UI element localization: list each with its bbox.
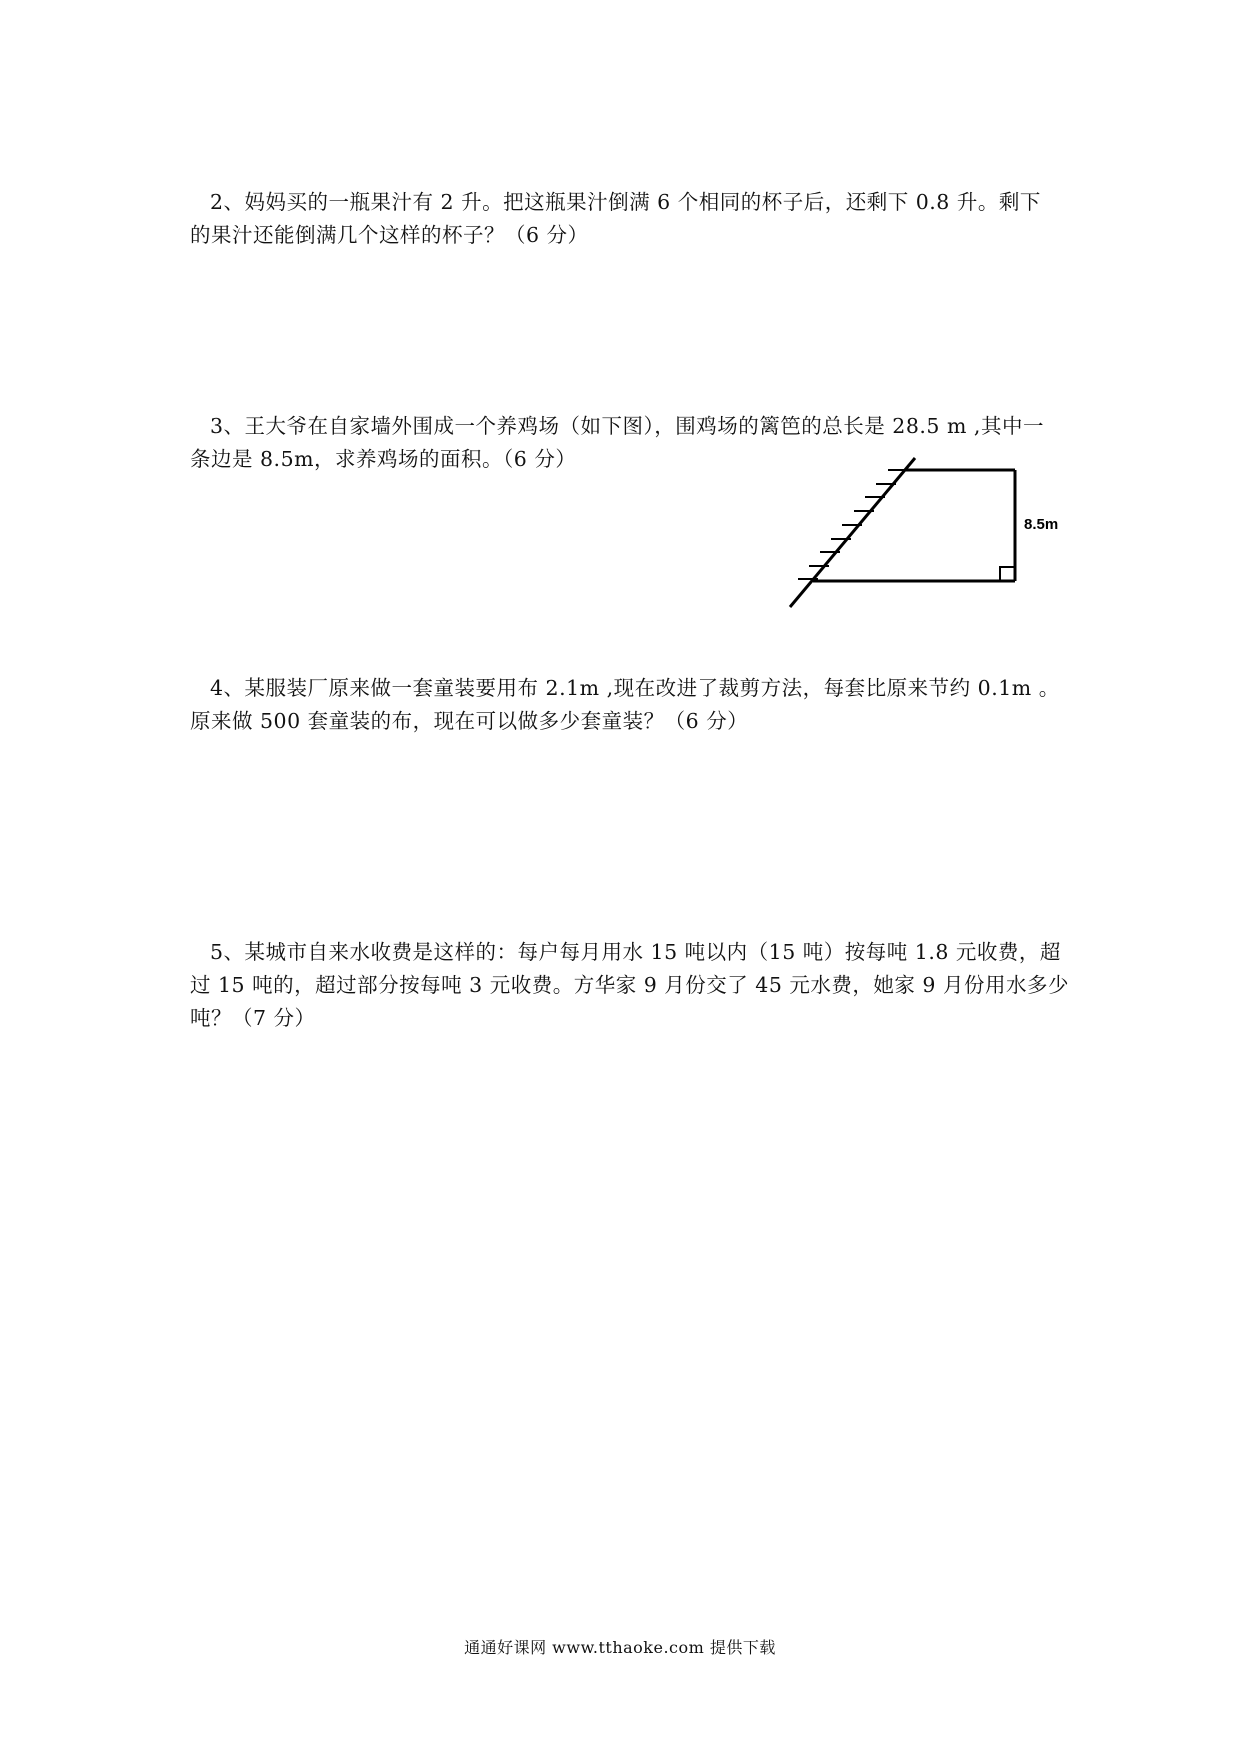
question-5-line-2: 过 15 吨的，超过部分按每吨 3 元收费。方华家 9 月份交了 45 元水费，她家 9 月份用水多少 — [190, 973, 1069, 997]
side-length-label: 8.5m — [1024, 516, 1059, 533]
question-4-line-1: 4、某服装厂原来做一套童装要用布 2.1m ,现在改进了裁剪方法，每套比原来节约 0.1m 。 — [210, 676, 1060, 700]
footer-credit: 通通好课网 www.tthaoke.com 提供下载 — [464, 1638, 776, 1657]
question-4 — [190, 672, 1060, 738]
question-2 — [190, 186, 1060, 252]
question-3-line-1: 3、王大爷在自家墙外围成一个养鸡场（如下图），围鸡场的篱笆的总长是 28.5 m ,其中一 — [210, 414, 1044, 438]
question-2-line-2: 的果汁还能倒满几个这样的杯子？（6 分） — [190, 223, 589, 247]
question-4-line-2: 原来做 500 套童装的布，现在可以做多少套童装？（6 分） — [190, 709, 749, 733]
chicken-yard-figure — [780, 455, 1070, 615]
question-2-line-1: 2、妈妈买的一瓶果汁有 2 升。把这瓶果汁倒满 6 个相同的杯子后，还剩下 0.8 升。剩下 — [210, 190, 1041, 214]
wall-line — [790, 458, 915, 607]
question-5 — [190, 936, 1069, 1035]
question-5-line-3: 吨？（7 分） — [190, 1006, 316, 1030]
question-5-line-1: 5、某城市自来水收费是这样的：每户每月用水 15 吨以内（15 吨）按每吨 1.8 元收费，超 — [210, 940, 1061, 964]
right-angle-marker — [1000, 567, 1015, 581]
question-3-line-2: 条边是 8.5m，求养鸡场的面积。（6 分） — [190, 447, 577, 471]
